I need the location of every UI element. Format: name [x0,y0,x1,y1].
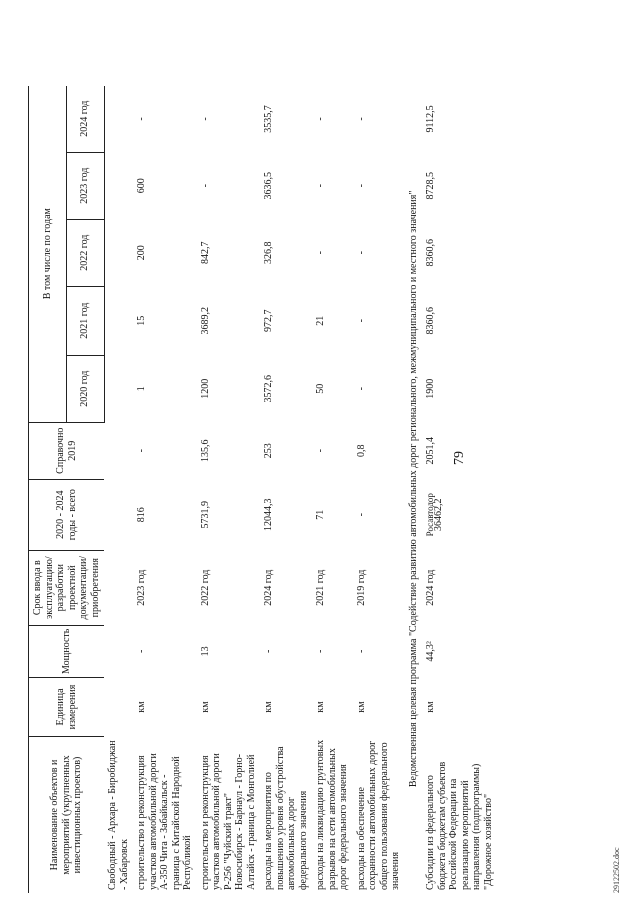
table-row [260,86,312,893]
row-y2024: - [355,117,367,121]
header-2022: 2022 год [66,219,104,286]
row-name: расходы на мероприятия по повышению уровня обустройства автомобильных дорог федерального значения [263,746,309,890]
row-y2023: - [199,184,211,188]
section-header-row [405,86,423,893]
row-name: расходы на ликвидацию грунтовых разрывов на сети автомобильных дорог федерального значения [315,739,349,890]
row-capacity: 44,3² [425,641,436,662]
row-ref2019: 253 [263,443,274,459]
header-ref2019: Справочно 2019 [29,422,105,479]
row-total: - [355,513,367,517]
row-y2022 [104,219,133,286]
table-row [422,86,497,893]
table-row [353,86,405,893]
row-deadline: 2023 год [136,569,147,606]
row-ref2019 [104,422,133,479]
page-number: 79 [452,451,467,465]
header-deadline: Срок ввода в эксплуатацию/ разработки проектной документации/ приобретения [29,550,105,625]
row-ref2019: - [315,449,326,453]
row-y2023: - [355,184,367,188]
row-capacity: - [263,649,274,654]
row-ref2019: - [136,449,147,453]
row-y2023 [104,152,133,219]
row-y2024: 3535,7 [263,105,274,133]
row-y2022: 8360,6 [425,238,436,267]
row-capacity: - [136,649,147,654]
row-y2024: - [315,117,326,121]
row-y2024: 9112,5 [425,105,436,133]
row-ref2019: 2051,4 [425,436,436,465]
row-y2024: - [199,117,211,121]
row-y2023: 3636,5 [263,171,274,200]
row-name: строительство и реконструкция участков автомобильной дороги Р-256 "Чуйский тракт" Новосибирск - Барнаул - Горно-Алтайск - граница с Монголией [199,753,257,890]
row-unit [104,678,133,737]
agency-label: Росавтодор [425,493,435,537]
row-capacity: 13 [199,646,211,657]
row-y2021: 21 [315,315,326,326]
header-2020: 2020 год [66,355,104,422]
row-y2022: 200 [136,245,147,261]
row-y2021: 8360,6 [425,306,436,335]
row-deadline: 2024 год [425,569,436,606]
row-y2020 [104,355,133,422]
row-total [104,479,133,550]
row-unit: км [136,701,147,713]
row-ref2019: 0,8 [355,444,367,457]
row-y2022: - [355,251,367,255]
row-y2023: - [315,184,326,188]
row-y2020: 3572,6 [263,374,274,403]
row-unit: км [355,701,367,713]
table-row [104,86,133,893]
row-y2023: 8728,5 [425,171,436,200]
row-y2024 [104,86,133,153]
row-capacity: - [315,649,326,654]
row-deadline: 2022 год [199,569,211,606]
data-table [28,86,497,893]
row-y2020: 1200 [199,378,211,399]
row-deadline [104,550,133,625]
row-y2021: 15 [136,315,147,326]
row-unit: км [425,701,436,713]
row-name: Субсидии из федерального бюджета бюджетам субъектов Российской Федерации на реализацию мероприятий направления (подпрограммы) "Дорожное хозяйство" [425,761,494,890]
header-years-group: В том числе по годам [29,86,67,423]
row-y2022: - [315,251,326,255]
row-name: Свободный - Архара - Биробиджан - Хабаровск [107,740,130,890]
row-total: 816 [136,507,147,523]
row-unit: км [199,701,211,713]
row-total: 71 [315,509,326,520]
row-y2023: 600 [136,178,147,194]
row-deadline: 2024 год [263,569,274,606]
footer-filename: 29122502.doc [612,847,621,893]
row-total: 36462,2 [433,498,445,531]
row-unit: км [315,701,326,713]
row-name: строительство и реконструкция участков автомобильной дороги А-350 Чита - Забайкальск - граница с Китайской Народной Республикой [136,753,193,890]
header-name: Наименование объектов и мероприятий (укрупненных инвестиционных проектов) [29,737,105,894]
section-title: Ведомственная целевая программа "Содействие развитию автомобильных дорог регионального, межмуниципального и местного значения" [407,190,419,788]
header-2024: 2024 год [66,86,104,153]
row-name: расходы на обеспечение сохранности автомобильных дорог общего пользования федерального значения [355,740,401,890]
row-unit: км [263,701,274,713]
row-y2021 [104,286,133,355]
row-y2021: 972,7 [263,309,274,332]
header-2023: 2023 год [66,152,104,219]
row-y2020: - [355,387,367,391]
row-y2020: 1900 [425,378,436,399]
table-row [133,86,197,893]
row-total: 12044,3 [263,498,274,531]
row-y2024: - [136,117,147,121]
table-row [312,86,353,893]
row-y2020: 1 [136,386,147,392]
row-capacity [104,625,133,677]
row-y2021: 3689,2 [199,306,211,335]
header-unit: Единица измерения [29,678,105,737]
header-total: 2020 - 2024 годы - всего [29,479,105,550]
table-row [197,86,261,893]
row-y2022: 842,7 [199,241,211,264]
row-total: 5731,9 [199,500,211,529]
row-y2020: 50 [315,383,326,394]
row-ref2019: 135,6 [199,439,211,462]
row-deadline: 2019 год [355,569,367,606]
row-capacity: - [355,649,367,654]
row-y2021: - [355,319,367,323]
row-deadline: 2021 год [315,569,326,606]
header-2021: 2021 год [66,286,104,355]
row-total-cell [422,479,497,550]
header-capacity: Мощность [29,625,105,677]
row-y2022: 326,8 [263,241,274,264]
